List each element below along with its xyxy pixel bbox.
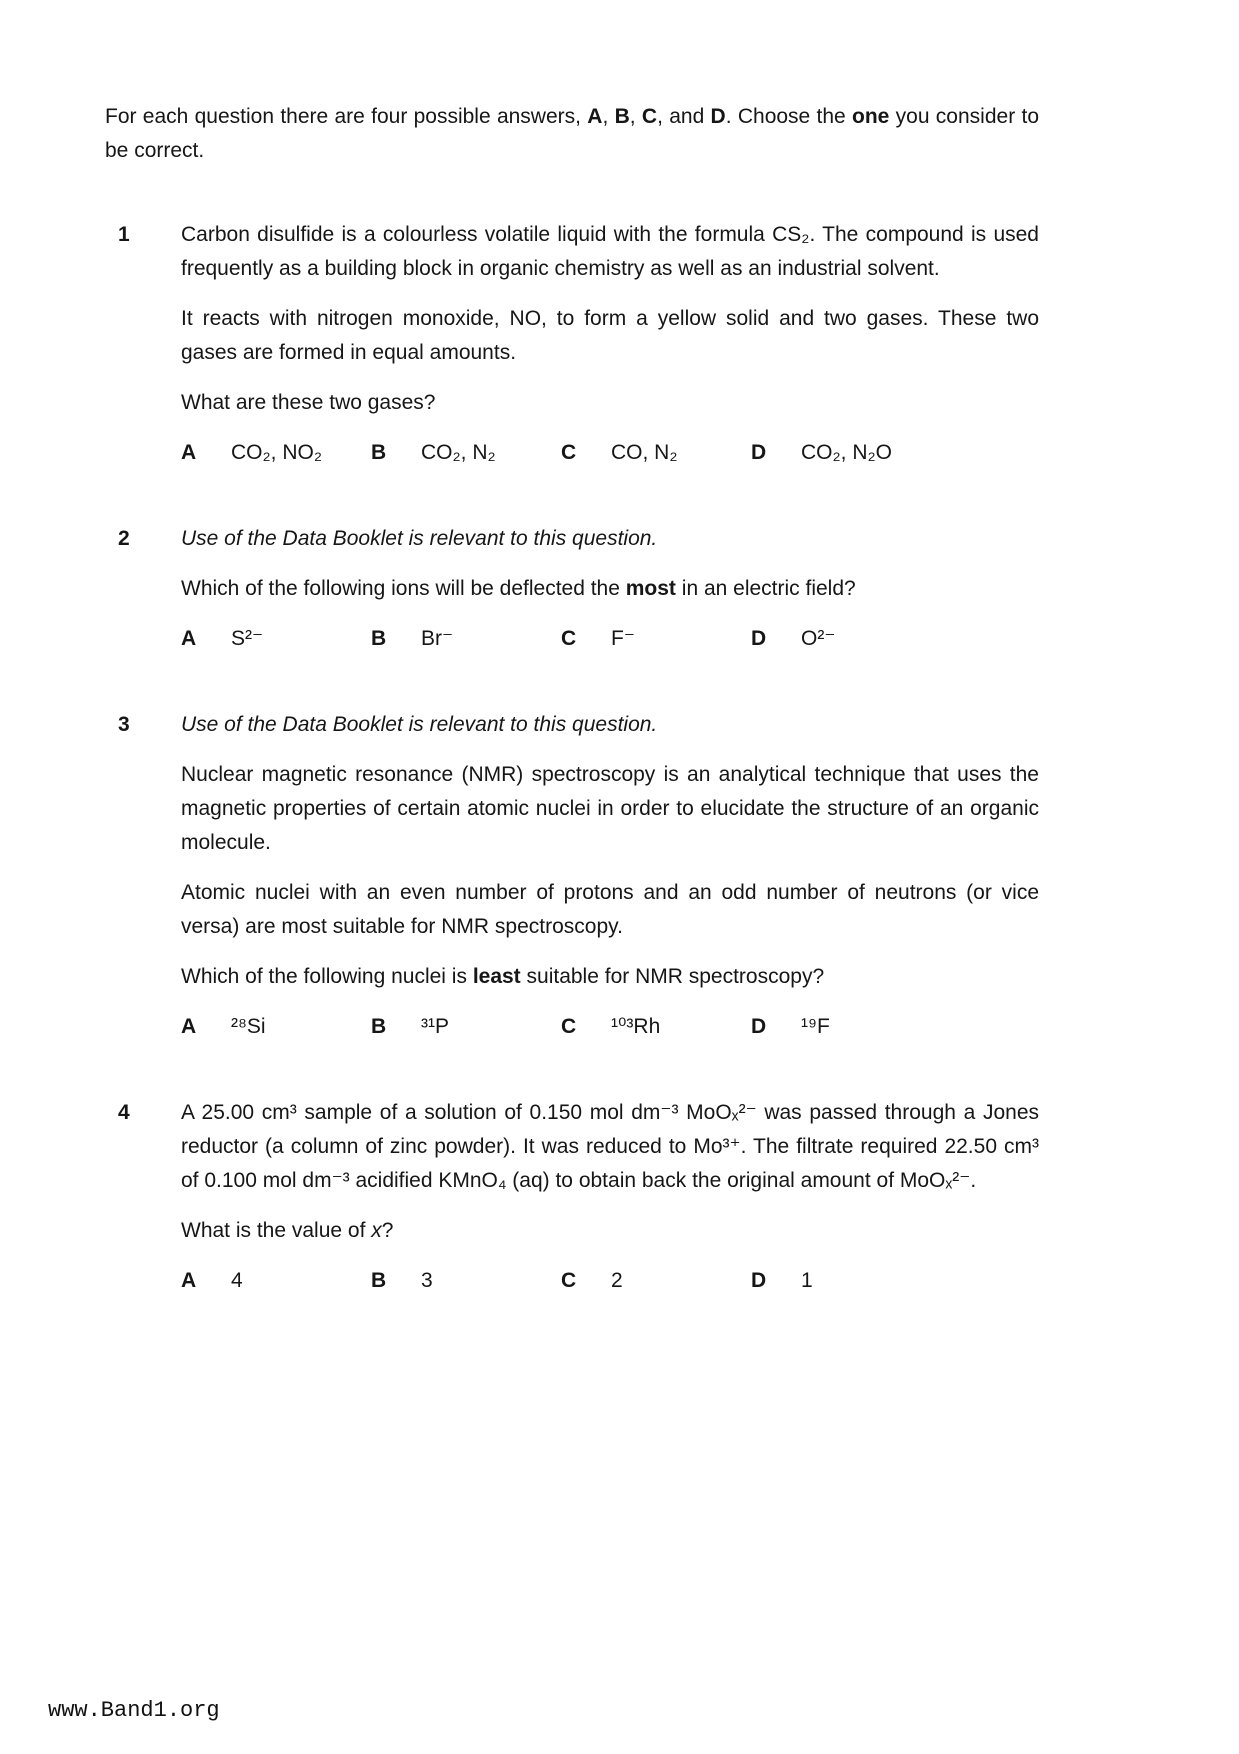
option-a: [181, 1010, 371, 1044]
option-label: A: [181, 1015, 197, 1038]
option-label: D: [751, 627, 767, 650]
option-label: D: [751, 1269, 767, 1292]
option-b: [371, 436, 561, 470]
option-label: A: [181, 627, 197, 650]
option-c: [561, 1264, 751, 1298]
option-value: ¹⁹F: [801, 1015, 830, 1038]
option-d: [751, 436, 941, 470]
option-d: [751, 1010, 941, 1044]
question-paragraph: Carbon disulfide is a colourless volatile liquid with the formula CS₂. The compound is used frequently as a building block in organic chemistry as well as an industrial solvent.: [181, 223, 1039, 280]
option-b: [371, 622, 561, 656]
question-prompt: What is the value of x?: [181, 1219, 394, 1242]
footer-url: www.Band1.org: [48, 1698, 220, 1723]
question-paragraph: Use of the Data Booklet is relevant to this question.: [181, 527, 658, 550]
option-value: S²⁻: [231, 627, 264, 650]
option-label: D: [751, 441, 767, 464]
option-d: [751, 622, 941, 656]
options-row: [181, 436, 1039, 470]
option-label: C: [561, 1269, 577, 1292]
option-a: [181, 622, 371, 656]
options-row: [181, 622, 1039, 656]
question-3: [105, 708, 1039, 1044]
option-a: [181, 1264, 371, 1298]
option-value: F⁻: [611, 627, 635, 650]
option-label: C: [561, 441, 577, 464]
option-label: D: [751, 1015, 767, 1038]
question-body: [181, 522, 1039, 656]
options-row: [181, 1010, 1039, 1044]
instructions: For each question there are four possible answers, A, B, C, and D. Choose the one you consider to be correct.: [105, 105, 1039, 162]
option-label: A: [181, 441, 197, 464]
option-value: 1: [801, 1269, 813, 1292]
option-c: [561, 436, 751, 470]
option-value: ²⁸Si: [231, 1015, 266, 1038]
option-a: [181, 436, 371, 470]
question-body: [181, 708, 1039, 1044]
question-body: [181, 1096, 1039, 1298]
question-prompt: What are these two gases?: [181, 391, 436, 414]
question-2: [105, 522, 1039, 656]
option-value: CO₂, NO₂: [231, 441, 322, 464]
option-b: [371, 1264, 561, 1298]
question-paragraph: A 25.00 cm³ sample of a solution of 0.150 mol dm⁻³ MoOₓ²⁻ was passed through a Jones reductor (a column of zinc powder). It was reduced to Mo³⁺. The filtrate required 22.50 cm³ of 0.100 mol dm⁻³ acidified KMnO₄ (aq) to obtain back the original amount of MoOₓ²⁻.: [181, 1101, 1039, 1192]
question-number: 1: [118, 223, 130, 246]
option-c: [561, 1010, 751, 1044]
option-value: O²⁻: [801, 627, 836, 650]
question-paragraph: Nuclear magnetic resonance (NMR) spectroscopy is an analytical technique that uses the magnetic properties of certain atomic nuclei in order to elucidate the structure of an organic molecule.: [181, 763, 1039, 854]
option-label: B: [371, 441, 387, 464]
question-number: 2: [118, 527, 130, 550]
option-c: [561, 622, 751, 656]
option-label: C: [561, 627, 577, 650]
option-label: A: [181, 1269, 197, 1292]
question-4: [105, 1096, 1039, 1298]
option-b: [371, 1010, 561, 1044]
question-number: 4: [118, 1101, 130, 1124]
option-d: [751, 1264, 941, 1298]
option-value: CO₂, N₂O: [801, 441, 892, 464]
option-value: 2: [611, 1269, 623, 1292]
option-value: ¹⁰³Rh: [611, 1015, 661, 1038]
question-prompt: Which of the following nuclei is least suitable for NMR spectroscopy?: [181, 965, 825, 988]
question-prompt: Which of the following ions will be deflected the most in an electric field?: [181, 577, 856, 600]
question-paragraph: It reacts with nitrogen monoxide, NO, to form a yellow solid and two gases. These two gases are formed in equal amounts.: [181, 307, 1039, 364]
option-value: CO₂, N₂: [421, 441, 496, 464]
option-label: C: [561, 1015, 577, 1038]
option-value: 3: [421, 1269, 433, 1292]
options-row: [181, 1264, 1039, 1298]
option-label: B: [371, 627, 387, 650]
option-value: CO, N₂: [611, 441, 678, 464]
option-value: Br⁻: [421, 627, 454, 650]
option-value: ³¹P: [421, 1015, 449, 1038]
question-body: [181, 218, 1039, 470]
question-paragraph: Use of the Data Booklet is relevant to this question.: [181, 713, 658, 736]
question-paragraph: Atomic nuclei with an even number of protons and an odd number of neutrons (or vice versa) are most suitable for NMR spectroscopy.: [181, 881, 1039, 938]
option-label: B: [371, 1269, 387, 1292]
option-value: 4: [231, 1269, 243, 1292]
question-number: 3: [118, 713, 130, 736]
option-label: B: [371, 1015, 387, 1038]
question-1: [105, 218, 1039, 470]
